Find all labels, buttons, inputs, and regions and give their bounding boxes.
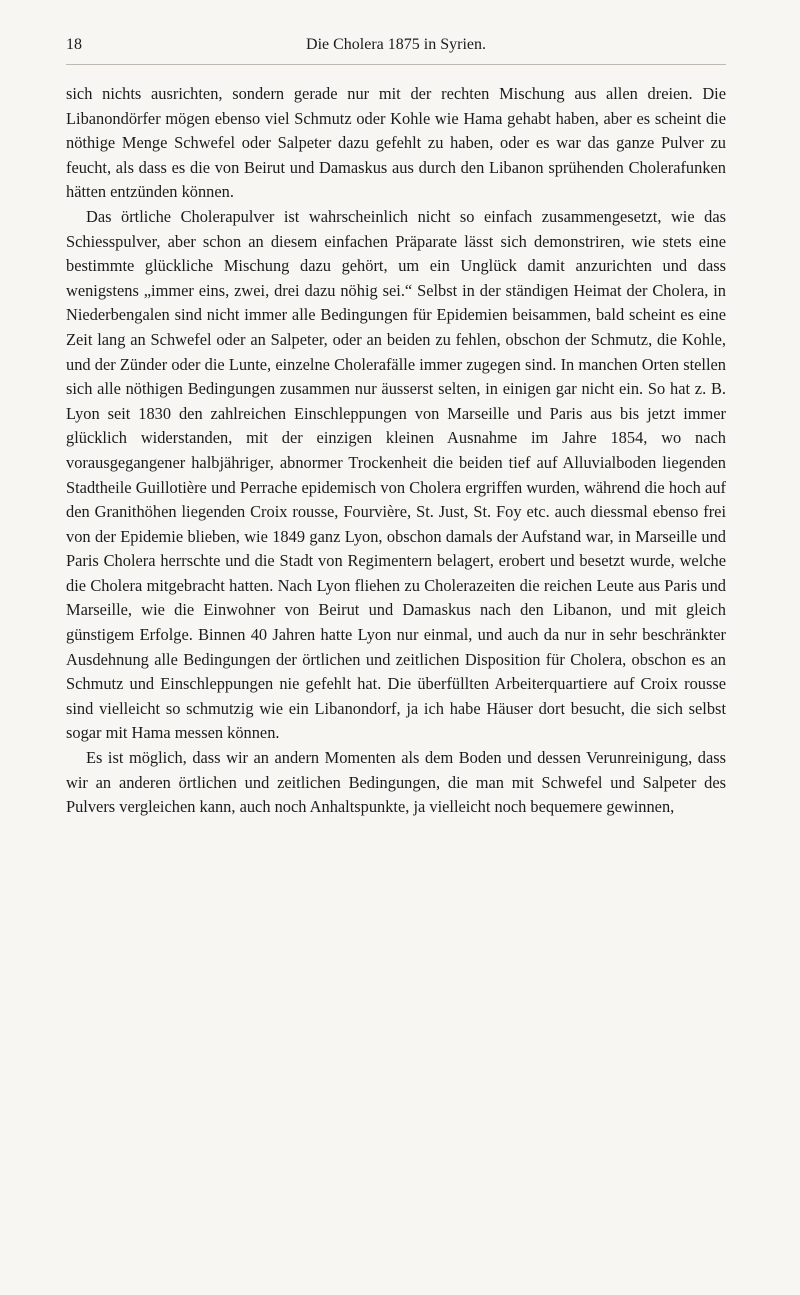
page-header [66,36,726,60]
paragraph: Es ist möglich, dass wir an andern Momenten als dem Boden und dessen Verunreinigung, dass wir an anderen örtlichen und zeitlichen Bedingungen, die man mit Schwefel und Salpeter des Pulvers vergleichen kann, auch noch Anhaltspunkte, ja vielleicht noch bequemere gewinnen, [66,748,726,817]
page-number: 18 [66,36,82,53]
running-title: Die Cholera 1875 in Syrien. [306,36,486,53]
header-divider [66,64,726,65]
paragraph: sich nichts ausrichten, sondern gerade nur mit der rechten Mischung aus allen dreien. Die Libanondörfer mögen ebenso viel Schmutz oder Kohle wie Hama gehabt haben, aber es scheint die nöthige Menge Schwefel oder Salpeter dazu gefehlt zu haben, oder es war das ganze Pulver zu feucht, als dass es die von Beirut und Damaskus aus durch den Libanon sprühenden Cholerafunken hätten entzünden können. [66,84,726,202]
page-body [66,82,726,820]
paragraph: Das örtliche Cholerapulver ist wahrscheinlich nicht so einfach zusammengesetzt, wie das Schiesspulver, aber schon an diesem einfachen Präparate lässt sich demonstriren, wie stets eine bestimmte glückliche Mischung dazu gehört, um ein Unglück damit anzurichten und dass wenigstens „immer eins, zwei, drei dazu nöhig sei.“ Selbst in der ständigen Heimat der Cholera, in Niederbengalen sind nicht immer alle Bedingungen für Epidemien beisammen, bald scheint es eine Zeit lang an Schwefel oder an Salpeter, oder an beiden zu fehlen, obschon der Schmutz, die Kohle, und der Zünder oder die Lunte, einzelne Cholerafälle immer zugegen sind. In manchen Orten stellen sich alle nöthigen Bedingungen zusammen nur äusserst selten, in einigen gar nicht ein. So hat z. B. Lyon seit 1830 den zahlreichen Einschleppungen von Marseille und Paris aus bis jetzt immer glücklich widerstanden, mit der einzigen kleinen Ausnahme im Jahre 1854, wo nach vorausgegangener halbjähriger, abnormer Trockenheit die beiden tief auf Alluvialboden liegenden Stadtheile Guillotière und Perrache epidemisch von Cholera ergriffen wurden, während die hoch auf den Granithöhen liegenden Croix rousse, Fourvière, St. Just, St. Foy etc. auch diessmal ebenso frei von der Epidemie blieben, wie 1849 ganz Lyon, obschon damals der Aufstand war, in Marseille und Paris Cholera herrschte und die Stadt von Regimentern belagert, erobert und besetzt wurde, welche die Cholera mitgebracht hatten. Nach Lyon fliehen zu Cholerazeiten die reichen Leute aus Paris und Marseille, wie die Einwohner von Beirut und Damaskus nach den Libanon, und mit gleich günstigem Erfolge. Binnen 40 Jahren hatte Lyon nur einmal, und auch da nur in sehr beschränkter Ausdehnung alle Bedingungen der örtlichen und zeitlichen Disposition für Cholera, obschon es an Schmutz und Einschleppungen nie gefehlt hat. Die überfüllten Arbeiterquartiere auf Croix rousse sind vielleicht so schmutzig wie ein Libanondorf, ja ich habe Häuser dort besucht, die sich selbst sogar mit Hama messen können. [66,206,726,743]
